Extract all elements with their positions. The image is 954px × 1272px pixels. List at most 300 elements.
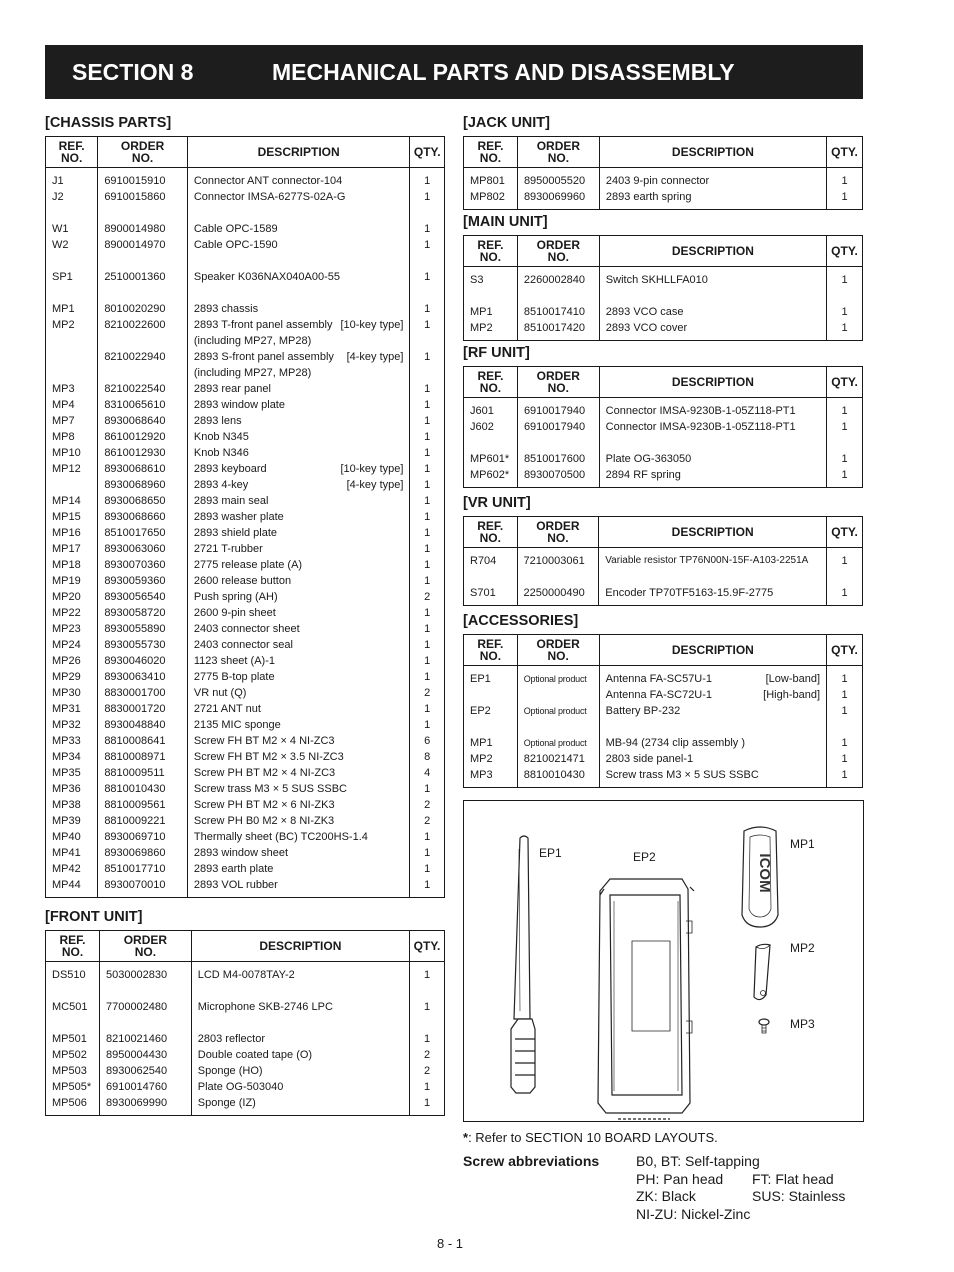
description-wrap [606, 320, 820, 336]
antenna-illustration [511, 836, 535, 1093]
description-text: 2893 S-front panel assembly [193, 351, 334, 363]
qty-cell: 8 [424, 751, 431, 763]
description-text: Speaker K036NAX040A00-55 [193, 271, 341, 283]
variant-tag [395, 1047, 403, 1063]
description-cell [187, 525, 410, 541]
order-no-cell: 8930068960 [98, 477, 188, 493]
ref-no-cell: MP44 [46, 877, 98, 898]
description-text: Screw PH BT M2 × 4 NI-ZC3 [193, 767, 336, 779]
qty-cell: 1 [424, 863, 431, 875]
description-text: 2403 connector seal [193, 639, 293, 651]
description-wrap [194, 845, 404, 861]
description-text: Sponge (IZ) [197, 1097, 256, 1109]
column-header-qty: QTY. [827, 236, 863, 267]
description-cell [599, 719, 826, 735]
description-wrap [606, 419, 820, 435]
description-cell [187, 189, 410, 205]
vr-unit-block [463, 494, 863, 606]
order-no-cell: 2250000490 [517, 585, 599, 606]
chassis-parts-block [45, 114, 445, 898]
variant-tag [395, 301, 403, 317]
ref-no-cell: MP802 [464, 189, 518, 210]
front-unit-heading: [FRONT UNIT] [45, 909, 143, 925]
table-row [46, 861, 445, 877]
qty-cell: 1 [424, 431, 431, 443]
table-row [464, 288, 863, 304]
description-cell [187, 829, 410, 845]
description-text: Battery BP-232 [605, 705, 681, 717]
ref-no-cell: MP2 [46, 317, 98, 333]
description-text: Knob N345 [193, 431, 249, 443]
order-no-cell [517, 569, 599, 585]
order-no-cell: Optional product [517, 666, 599, 688]
description-cell [187, 445, 410, 461]
ref-no-cell: MP35 [46, 765, 98, 781]
description-cell [187, 301, 410, 317]
column-header-ref: REF. NO. [464, 517, 518, 548]
description-wrap [194, 365, 404, 381]
table-row [46, 557, 445, 573]
description-cell [187, 717, 410, 733]
table-row [46, 525, 445, 541]
qty-cell: 1 [423, 1097, 431, 1109]
ref-no-cell: MP505* [46, 1079, 100, 1095]
qty-cell: 2 [424, 815, 431, 827]
order-no-cell [517, 288, 599, 304]
qty-cell: 1 [424, 383, 431, 395]
description-cell [187, 461, 410, 477]
qty-cell: 1 [841, 705, 848, 717]
table-row [46, 168, 445, 190]
screw-illustration [759, 1019, 769, 1033]
column-header-order: ORDER NO. [517, 635, 599, 666]
qty-cell: 1 [841, 555, 848, 567]
variant-tag [395, 845, 403, 861]
order-no-cell: 5030002830 [99, 962, 191, 984]
variant-tag [812, 451, 820, 467]
table-row [46, 461, 445, 477]
description-wrap [194, 269, 404, 285]
ref-no-cell: MP23 [46, 621, 98, 637]
label-mp3: MP3 [790, 1017, 815, 1031]
ref-no-cell [46, 253, 98, 269]
ref-no-cell: MP801 [464, 168, 518, 190]
table-row [464, 451, 863, 467]
qty-cell: 1 [841, 673, 848, 685]
order-no-cell: 8830001720 [98, 701, 188, 717]
qty-cell [827, 288, 863, 304]
description-cell [187, 168, 410, 190]
variant-tag [395, 861, 403, 877]
section-title: MECHANICAL PARTS AND DISASSEMBLY [272, 58, 735, 85]
description-cell [187, 749, 410, 765]
description-text: Screw FH BT M2 × 3.5 NI-ZC3 [193, 751, 344, 763]
ref-no-cell: MP34 [46, 749, 98, 765]
column-header-desc: DESCRIPTION [599, 517, 827, 548]
column-header-order: ORDER NO. [99, 931, 191, 962]
order-no-cell: 8510017650 [98, 525, 188, 541]
ref-no-cell: MP36 [46, 781, 98, 797]
description-cell [599, 585, 827, 606]
column-header-desc: DESCRIPTION [599, 367, 826, 398]
description-wrap [198, 999, 403, 1015]
ref-no-cell [46, 285, 98, 301]
description-text: 2403 connector sheet [193, 623, 300, 635]
qty-cell: 1 [424, 783, 431, 795]
description-text: 2893 earth spring [605, 191, 692, 203]
ref-no-cell [464, 288, 518, 304]
qty-cell: 2 [424, 591, 431, 603]
description-text: 2403 9-pin connector [605, 175, 710, 187]
order-no-cell: Optional product [517, 735, 599, 751]
table-row [46, 1063, 445, 1079]
description-text: 1123 sheet (A)-1 [193, 655, 275, 667]
table-row [46, 333, 445, 349]
order-no-cell: 8930069860 [98, 845, 188, 861]
description-wrap [194, 557, 404, 573]
description-wrap [606, 272, 820, 288]
description-text: Thermally sheet (BC) TC200HS-1.4 [193, 831, 368, 843]
column-header-ref: REF. NO. [46, 931, 100, 962]
jack-unit-block [463, 114, 863, 210]
description-cell [187, 877, 410, 898]
ref-no-cell: MP29 [46, 669, 98, 685]
description-wrap [194, 781, 404, 797]
order-no-cell: 8810009511 [98, 765, 188, 781]
qty-cell: 2 [424, 799, 431, 811]
ref-no-cell: J601 [464, 398, 518, 420]
qty-cell: 1 [424, 639, 431, 651]
column-header-desc: DESCRIPTION [191, 931, 409, 962]
description-cell [187, 541, 410, 557]
order-no-cell: 8930046020 [98, 653, 188, 669]
variant-tag [395, 589, 403, 605]
accessories-block [463, 612, 863, 788]
description-text: (including MP27, MP28) [193, 367, 312, 379]
order-no-cell [99, 983, 191, 999]
front-unit-block [45, 908, 445, 1116]
description-cell [191, 1079, 409, 1095]
jack-unit-table [463, 136, 863, 210]
description-wrap [198, 1047, 403, 1063]
description-text: 2893 VCO case [605, 306, 684, 318]
ref-no-cell: MP33 [46, 733, 98, 749]
ref-no-cell [46, 349, 98, 365]
description-text: Encoder TP70TF5163-15.9F-2775 [605, 587, 774, 599]
ref-no-cell: MP502 [46, 1047, 100, 1063]
ref-no-cell [46, 477, 98, 493]
table-row [46, 717, 445, 733]
side-panel-illustration [754, 944, 770, 999]
description-wrap [194, 701, 404, 717]
description-text: 2600 9-pin sheet [193, 607, 276, 619]
description-wrap [194, 381, 404, 397]
description-wrap [194, 541, 404, 557]
ref-no-cell: MP14 [46, 493, 98, 509]
description-text: 2893 VOL rubber [193, 879, 278, 891]
variant-tag [395, 189, 403, 205]
ref-no-cell [464, 719, 518, 735]
order-no-cell: 8510017710 [98, 861, 188, 877]
ref-no-cell [46, 983, 100, 999]
ref-no-cell: MP12 [46, 461, 98, 477]
table-row [46, 797, 445, 813]
description-cell [187, 653, 410, 669]
section-banner [45, 45, 863, 99]
table-row [46, 637, 445, 653]
table-row [46, 397, 445, 413]
qty-cell [410, 983, 445, 999]
description-cell [187, 573, 410, 589]
qty-cell: 1 [424, 527, 431, 539]
column-header-desc: DESCRIPTION [599, 635, 826, 666]
description-wrap [606, 403, 820, 419]
description-text: 2893 earth plate [193, 863, 274, 875]
order-no-cell: 8210022940 [98, 349, 188, 365]
main-unit-block [463, 213, 863, 341]
description-wrap [194, 301, 404, 317]
footnote-star: * [463, 1130, 469, 1145]
variant-tag [395, 813, 403, 829]
order-no-cell [98, 253, 188, 269]
variant-tag [395, 967, 403, 983]
description-text: 2893 window plate [193, 399, 285, 411]
order-no-cell: 2510001360 [98, 269, 188, 285]
qty-cell: 2 [423, 1049, 431, 1061]
order-no-cell: 8510017410 [517, 304, 599, 320]
table-row [46, 1031, 445, 1047]
ref-no-cell: MP3 [464, 767, 518, 788]
qty-cell: 1 [424, 847, 431, 859]
rf-unit-heading: [RF UNIT] [463, 345, 530, 361]
order-no-cell: 8930063060 [98, 541, 188, 557]
description-wrap [194, 733, 404, 749]
description-text: 2893 chassis [193, 303, 259, 315]
description-wrap [198, 1031, 403, 1047]
ref-no-cell: MP4 [46, 397, 98, 413]
ref-no-cell: MP601* [464, 451, 518, 467]
ref-no-cell: J1 [46, 168, 98, 190]
description-wrap [605, 553, 820, 569]
ref-no-cell: MP15 [46, 509, 98, 525]
ref-no-cell: MP17 [46, 541, 98, 557]
table-row [464, 435, 863, 451]
description-cell [599, 320, 826, 341]
description-text: 2893 window sheet [193, 847, 289, 859]
description-cell [187, 333, 410, 349]
order-no-cell: 7700002480 [99, 999, 191, 1015]
variant-tag [395, 1063, 403, 1079]
column-header-ref: REF. NO. [46, 137, 98, 168]
qty-cell: 1 [424, 223, 431, 235]
ref-no-cell: W1 [46, 221, 98, 237]
variant-tag [395, 733, 403, 749]
description-text: 2893 VCO cover [605, 322, 688, 334]
qty-cell: 1 [424, 191, 431, 203]
main-unit-heading: [MAIN UNIT] [463, 214, 548, 230]
description-wrap [606, 767, 820, 783]
order-no-cell: 8930069990 [99, 1095, 191, 1116]
description-cell [187, 237, 410, 253]
description-text: 2721 T-rubber [193, 543, 263, 555]
description-cell [187, 605, 410, 621]
table-row [464, 168, 863, 190]
table-row [46, 1015, 445, 1031]
qty-cell: 1 [841, 306, 848, 318]
qty-cell: 1 [423, 1033, 431, 1045]
order-no-cell: 8930070500 [517, 467, 599, 488]
ref-no-cell: MP31 [46, 701, 98, 717]
variant-tag [395, 717, 403, 733]
description-text: 2893 shield plate [193, 527, 278, 539]
order-no-cell: 8810008641 [98, 733, 188, 749]
description-cell [187, 285, 410, 301]
qty-cell [410, 253, 445, 269]
description-cell [187, 813, 410, 829]
table-row [46, 573, 445, 589]
variant-tag [395, 413, 403, 429]
description-cell [187, 413, 410, 429]
ref-no-cell [46, 333, 98, 349]
description-wrap [606, 735, 820, 751]
jack-unit-heading: [JACK UNIT] [463, 115, 550, 131]
column-header-ref: REF. NO. [464, 367, 518, 398]
description-cell [187, 669, 410, 685]
description-cell [187, 621, 410, 637]
qty-cell: 1 [841, 753, 848, 765]
description-cell [191, 999, 409, 1015]
description-wrap [606, 671, 820, 687]
description-wrap [194, 493, 404, 509]
description-wrap [194, 861, 404, 877]
ref-no-cell: MP10 [46, 445, 98, 461]
qty-cell: 1 [424, 719, 431, 731]
qty-cell: 1 [424, 671, 431, 683]
table-row [464, 767, 863, 788]
ref-no-cell: S701 [464, 585, 518, 606]
ref-no-cell [464, 569, 518, 585]
description-text: MB-94 (2734 clip assembly ) [605, 737, 746, 749]
abbr-self-tapping: B0, BT: Self-tapping [636, 1153, 760, 1169]
variant-tag [395, 1079, 403, 1095]
ref-no-cell: MP16 [46, 525, 98, 541]
table-row [464, 267, 863, 289]
qty-cell: 1 [424, 703, 431, 715]
table-row [46, 1047, 445, 1063]
ref-no-cell [464, 687, 518, 703]
description-text: 2893 keyboard [193, 463, 267, 475]
description-wrap [194, 573, 404, 589]
qty-cell: 1 [841, 689, 848, 701]
variant-tag [812, 189, 820, 205]
description-wrap [605, 585, 820, 601]
description-wrap [198, 1063, 403, 1079]
footnote-text: : Refer to SECTION 10 BOARD LAYOUTS. [468, 1130, 718, 1145]
order-no-cell: 8930070360 [98, 557, 188, 573]
description-text: 2803 reflector [197, 1033, 266, 1045]
variant-tag [395, 999, 403, 1015]
variant-tag [395, 173, 403, 189]
order-no-cell: 8210021460 [99, 1031, 191, 1047]
description-text: 2893 4-key [193, 479, 249, 491]
ref-no-cell: MP32 [46, 717, 98, 733]
description-cell [187, 797, 410, 813]
description-cell [187, 589, 410, 605]
ref-no-cell: EP2 [464, 703, 518, 719]
description-wrap [194, 765, 404, 781]
description-wrap [194, 237, 404, 253]
column-header-qty: QTY. [827, 635, 863, 666]
table-row [46, 685, 445, 701]
table-row [464, 687, 863, 703]
description-text: Screw PH B0 M2 × 8 NI-ZK3 [193, 815, 335, 827]
description-cell [187, 221, 410, 237]
description-text: Switch SKHLLFA010 [605, 274, 708, 286]
variant-tag [395, 221, 403, 237]
description-wrap [194, 173, 404, 189]
label-ep1: EP1 [539, 846, 562, 860]
chassis-parts-table [45, 136, 445, 898]
table-row [46, 189, 445, 205]
description-cell [599, 189, 826, 210]
ref-no-cell: MP41 [46, 845, 98, 861]
table-row [46, 317, 445, 333]
rf-unit-table [463, 366, 863, 488]
qty-cell: 1 [841, 769, 848, 781]
qty-cell: 1 [423, 1001, 431, 1013]
qty-cell: 1 [424, 479, 431, 491]
table-row [46, 781, 445, 797]
description-text: VR nut (Q) [193, 687, 247, 699]
ref-no-cell: MP30 [46, 685, 98, 701]
table-row [46, 877, 445, 898]
page-number: 8 - 1 [437, 1236, 464, 1251]
description-cell [187, 861, 410, 877]
description-text: 2893 washer plate [193, 511, 284, 523]
table-row [464, 719, 863, 735]
column-header-qty: QTY. [827, 367, 863, 398]
description-wrap [606, 703, 820, 719]
variant-tag [812, 320, 820, 336]
description-wrap [194, 829, 404, 845]
description-cell [191, 1063, 409, 1079]
table-row [464, 751, 863, 767]
table-row [46, 253, 445, 269]
order-no-cell: 8830001700 [98, 685, 188, 701]
order-no-cell: 8310065610 [98, 397, 188, 413]
description-text: Connector IMSA-6277S-02A-G [193, 191, 346, 203]
description-wrap [606, 467, 820, 483]
description-cell [599, 467, 826, 488]
description-cell [187, 397, 410, 413]
description-text: Double coated tape (O) [197, 1049, 313, 1061]
table-row [46, 413, 445, 429]
description-wrap [194, 413, 404, 429]
order-no-cell: 8510017600 [517, 451, 599, 467]
qty-cell: 1 [424, 463, 431, 475]
description-text: 2600 release button [193, 575, 292, 587]
table-row [464, 320, 863, 341]
main-unit-table [463, 235, 863, 341]
variant-tag [395, 605, 403, 621]
variant-tag [395, 685, 403, 701]
ref-no-cell: MP26 [46, 653, 98, 669]
qty-cell: 2 [423, 1065, 431, 1077]
description-cell [187, 781, 410, 797]
ref-no-cell: MP7 [46, 413, 98, 429]
variant-tag [395, 237, 403, 253]
description-wrap [194, 589, 404, 605]
